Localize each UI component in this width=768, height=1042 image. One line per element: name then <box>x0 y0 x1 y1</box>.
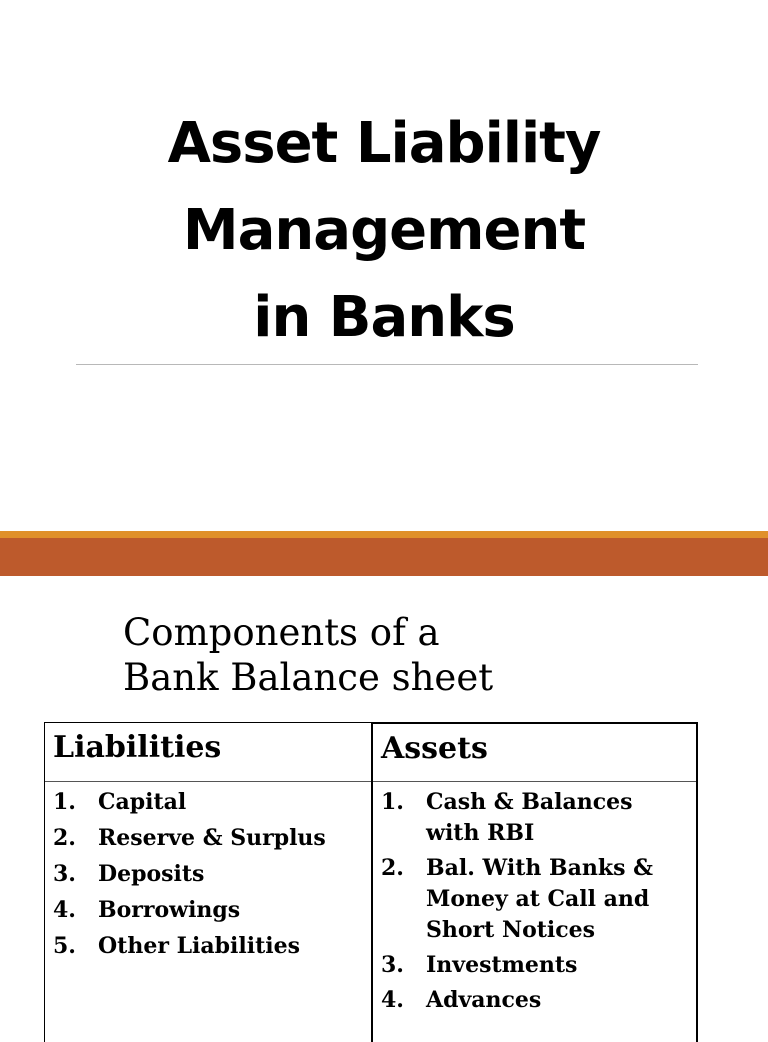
list-item <box>381 950 688 981</box>
item-number: 2. <box>381 855 404 881</box>
title-line-3: in Banks <box>253 285 515 350</box>
assets-cell <box>371 781 698 1042</box>
assets-header-cell <box>371 722 698 782</box>
heading-line-2: Bank Balance sheet <box>123 656 494 699</box>
accent-band <box>0 538 768 576</box>
liabilities-header-cell <box>44 722 372 782</box>
title-line-2: Management <box>182 198 586 263</box>
title-line-1: Asset Liability <box>167 111 601 176</box>
liabilities-cell <box>44 781 372 1042</box>
liabilities-header: Liabilities <box>53 730 222 765</box>
item-text: Reserve & Surplus <box>98 825 326 851</box>
item-text: Borrowings <box>98 897 241 923</box>
list-item <box>53 787 364 818</box>
item-number: 2. <box>53 825 76 851</box>
accent-stripe <box>0 531 768 538</box>
list-item <box>381 787 688 849</box>
list-item <box>381 985 688 1016</box>
title-divider <box>76 364 698 365</box>
list-item <box>53 859 364 890</box>
item-number: 5. <box>53 933 76 959</box>
balance-sheet-table <box>44 722 698 1042</box>
item-number: 1. <box>53 789 76 815</box>
item-text: Capital <box>98 789 187 815</box>
item-number: 3. <box>53 861 76 887</box>
item-number: 3. <box>381 952 404 978</box>
assets-list <box>381 787 688 1020</box>
item-text: Investments <box>426 952 578 978</box>
item-text: Cash & Balances with RBI <box>426 789 633 846</box>
item-number: 4. <box>53 897 76 923</box>
slide-heading <box>123 610 683 700</box>
liabilities-list <box>53 787 364 967</box>
list-item <box>53 823 364 854</box>
item-text: Bal. With Banks & Money at Call and Short Notices <box>426 855 654 943</box>
list-item <box>53 895 364 926</box>
item-number: 1. <box>381 789 404 815</box>
item-number: 4. <box>381 987 404 1013</box>
item-text: Deposits <box>98 861 205 887</box>
item-text: Other Liabilities <box>98 933 301 959</box>
slide-title <box>60 100 708 361</box>
list-item <box>53 931 364 962</box>
heading-line-1: Components of a <box>123 611 440 654</box>
item-text: Advances <box>426 987 542 1013</box>
assets-header: Assets <box>381 731 488 766</box>
list-item <box>381 853 688 946</box>
